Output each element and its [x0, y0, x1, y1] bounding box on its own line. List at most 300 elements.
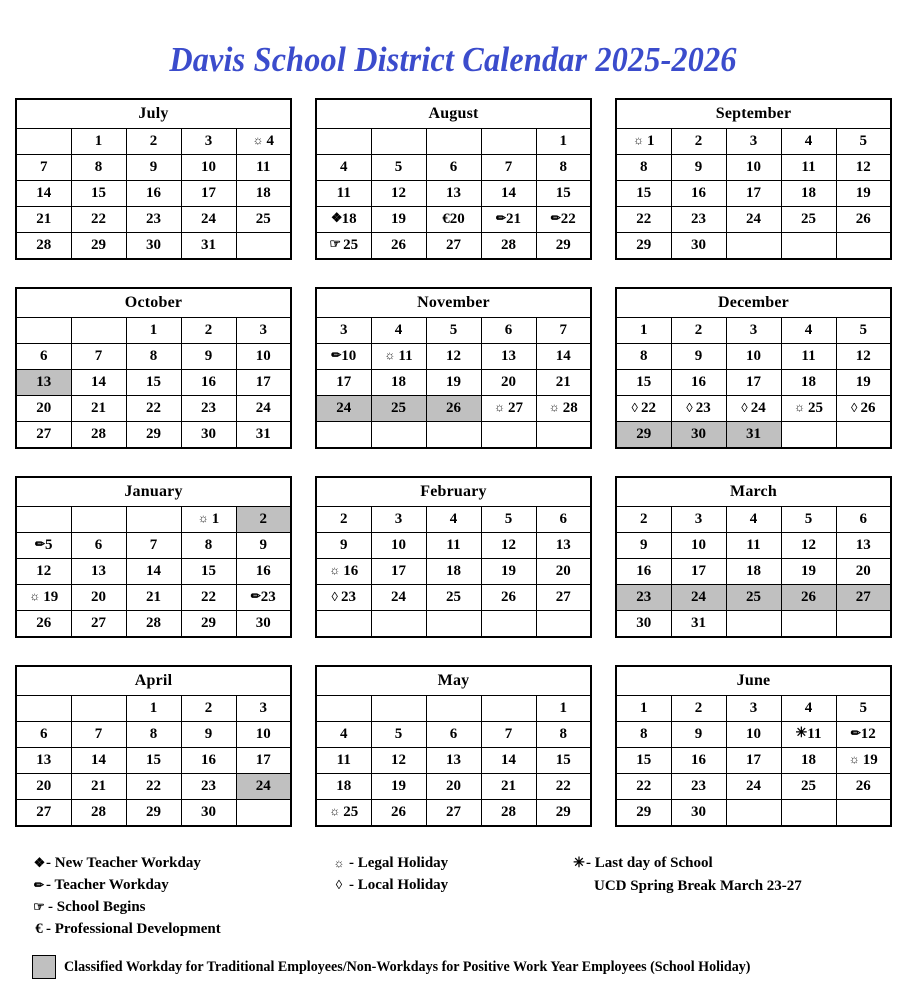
- day-number: 8: [559, 726, 567, 742]
- day-cell[interactable]: [726, 155, 781, 181]
- day-cell[interactable]: [481, 722, 536, 748]
- shaded-swatch: [32, 955, 56, 979]
- day-cell[interactable]: [671, 233, 726, 260]
- day-cell[interactable]: [726, 748, 781, 774]
- day-cell[interactable]: [181, 533, 236, 559]
- week-row: [316, 611, 591, 638]
- day-cell[interactable]: [536, 129, 591, 155]
- day-cell[interactable]: [671, 611, 726, 638]
- day-cell[interactable]: [726, 181, 781, 207]
- day-cell[interactable]: [71, 722, 126, 748]
- day-cell[interactable]: [671, 585, 726, 611]
- day-cell[interactable]: [481, 207, 536, 233]
- day-cell-empty: [536, 422, 591, 449]
- day-cell[interactable]: [481, 748, 536, 774]
- day-cell[interactable]: [726, 344, 781, 370]
- day-number: 3: [259, 322, 267, 338]
- day-cell[interactable]: [616, 748, 671, 774]
- day-cell[interactable]: [316, 370, 371, 396]
- day-number: 19: [43, 589, 59, 605]
- day-cell[interactable]: [71, 207, 126, 233]
- day-cell[interactable]: [181, 129, 236, 155]
- day-cell[interactable]: [616, 559, 671, 585]
- day-cell[interactable]: [426, 585, 481, 611]
- day-cell[interactable]: [71, 774, 126, 800]
- day-number: 3: [749, 133, 758, 149]
- day-cell[interactable]: [671, 318, 726, 344]
- day-number: 15: [636, 752, 652, 768]
- day-cell[interactable]: [126, 396, 181, 422]
- day-cell[interactable]: [16, 611, 71, 638]
- day-cell[interactable]: [126, 800, 181, 827]
- day-cell[interactable]: [726, 396, 781, 422]
- day-cell[interactable]: [536, 585, 591, 611]
- day-cell[interactable]: [836, 722, 891, 748]
- day-cell[interactable]: [536, 507, 591, 533]
- day-cell[interactable]: [616, 318, 671, 344]
- day-cell[interactable]: [16, 155, 71, 181]
- day-cell[interactable]: [126, 422, 181, 449]
- day-cell[interactable]: [316, 233, 371, 260]
- day-cell[interactable]: [536, 774, 591, 800]
- day-cell[interactable]: [236, 611, 291, 638]
- day-cell[interactable]: [316, 559, 371, 585]
- day-cell[interactable]: [836, 696, 891, 722]
- day-cell[interactable]: [671, 800, 726, 827]
- day-cell[interactable]: [371, 155, 426, 181]
- day-cell[interactable]: [236, 396, 291, 422]
- day-cell[interactable]: [481, 155, 536, 181]
- day-cell[interactable]: [126, 585, 181, 611]
- day-cell[interactable]: [236, 370, 291, 396]
- day-cell[interactable]: [236, 318, 291, 344]
- day-cell[interactable]: [616, 207, 671, 233]
- day-cell[interactable]: [371, 344, 426, 370]
- day-cell[interactable]: [316, 507, 371, 533]
- day-cell[interactable]: [181, 585, 236, 611]
- day-cell[interactable]: [726, 129, 781, 155]
- day-cell[interactable]: [16, 533, 71, 559]
- day-cell[interactable]: [726, 696, 781, 722]
- day-number: 27: [446, 804, 461, 820]
- day-cell[interactable]: [181, 774, 236, 800]
- day-cell[interactable]: [371, 533, 426, 559]
- legal-holiday-icon: ☼: [794, 400, 805, 414]
- day-cell[interactable]: [536, 722, 591, 748]
- day-number: 17: [746, 374, 761, 390]
- day-cell[interactable]: [16, 748, 71, 774]
- day-cell[interactable]: [616, 396, 671, 422]
- day-cell[interactable]: [371, 370, 426, 396]
- day-cell[interactable]: [836, 748, 891, 774]
- day-cell[interactable]: [71, 533, 126, 559]
- day-cell[interactable]: [371, 748, 426, 774]
- day-cell[interactable]: [181, 800, 236, 827]
- day-cell[interactable]: [126, 181, 181, 207]
- day-cell[interactable]: [671, 207, 726, 233]
- day-cell[interactable]: [236, 696, 291, 722]
- day-cell[interactable]: [371, 507, 426, 533]
- day-cell[interactable]: [781, 748, 836, 774]
- day-cell[interactable]: [781, 533, 836, 559]
- day-cell[interactable]: [181, 344, 236, 370]
- day-cell[interactable]: [181, 611, 236, 638]
- day-cell[interactable]: [671, 396, 726, 422]
- day-cell[interactable]: [126, 722, 181, 748]
- day-cell[interactable]: [836, 396, 891, 422]
- day-cell[interactable]: [181, 722, 236, 748]
- day-cell[interactable]: [781, 507, 836, 533]
- day-cell[interactable]: [126, 318, 181, 344]
- day-cell[interactable]: [181, 748, 236, 774]
- day-cell[interactable]: [616, 181, 671, 207]
- day-cell[interactable]: [616, 344, 671, 370]
- day-cell[interactable]: [616, 774, 671, 800]
- day-cell[interactable]: [71, 748, 126, 774]
- day-cell[interactable]: [616, 585, 671, 611]
- day-cell[interactable]: [836, 181, 891, 207]
- day-cell[interactable]: [671, 559, 726, 585]
- day-cell[interactable]: [426, 748, 481, 774]
- day-cell[interactable]: [236, 748, 291, 774]
- day-cell[interactable]: [781, 344, 836, 370]
- day-cell[interactable]: [536, 559, 591, 585]
- day-cell[interactable]: [236, 533, 291, 559]
- day-cell[interactable]: [726, 507, 781, 533]
- day-number: 11: [801, 348, 816, 364]
- day-cell[interactable]: [181, 559, 236, 585]
- day-cell[interactable]: [71, 800, 126, 827]
- day-cell[interactable]: [236, 129, 291, 155]
- day-cell[interactable]: [126, 344, 181, 370]
- day-cell[interactable]: [536, 181, 591, 207]
- day-cell[interactable]: [426, 344, 481, 370]
- day-cell[interactable]: [836, 344, 891, 370]
- day-cell[interactable]: [671, 129, 726, 155]
- day-number: 10: [341, 348, 357, 364]
- day-number: 22: [636, 211, 652, 227]
- day-cell[interactable]: [481, 559, 536, 585]
- day-cell[interactable]: [16, 585, 71, 611]
- day-number: 12: [446, 348, 461, 364]
- day-cell[interactable]: [316, 318, 371, 344]
- day-cell[interactable]: [16, 559, 71, 585]
- day-cell[interactable]: [781, 396, 836, 422]
- day-cell[interactable]: [316, 585, 371, 611]
- day-cell[interactable]: [236, 507, 291, 533]
- day-cell[interactable]: [481, 396, 536, 422]
- day-cell[interactable]: [181, 207, 236, 233]
- day-cell[interactable]: [836, 370, 891, 396]
- day-cell[interactable]: [726, 774, 781, 800]
- day-cell[interactable]: [726, 585, 781, 611]
- day-cell[interactable]: [16, 422, 71, 449]
- day-cell[interactable]: [616, 370, 671, 396]
- day-cell[interactable]: [16, 800, 71, 827]
- day-cell[interactable]: [781, 318, 836, 344]
- day-cell[interactable]: [536, 155, 591, 181]
- day-cell[interactable]: [71, 611, 126, 638]
- day-cell[interactable]: [836, 774, 891, 800]
- day-cell[interactable]: [426, 155, 481, 181]
- day-cell[interactable]: [781, 696, 836, 722]
- day-cell[interactable]: [71, 585, 126, 611]
- day-cell[interactable]: [671, 344, 726, 370]
- day-cell[interactable]: [616, 611, 671, 638]
- day-cell[interactable]: [71, 422, 126, 449]
- day-cell[interactable]: [16, 344, 71, 370]
- day-cell[interactable]: [481, 585, 536, 611]
- day-cell[interactable]: [126, 207, 181, 233]
- day-cell[interactable]: [781, 774, 836, 800]
- day-cell[interactable]: [316, 748, 371, 774]
- day-cell[interactable]: [236, 722, 291, 748]
- day-cell[interactable]: [536, 696, 591, 722]
- day-cell[interactable]: [316, 774, 371, 800]
- day-cell[interactable]: [126, 559, 181, 585]
- day-cell[interactable]: [236, 207, 291, 233]
- day-cell[interactable]: [426, 396, 481, 422]
- day-cell[interactable]: [71, 344, 126, 370]
- week-row: [316, 318, 591, 344]
- day-cell[interactable]: [316, 722, 371, 748]
- day-cell[interactable]: [726, 207, 781, 233]
- day-cell[interactable]: [236, 181, 291, 207]
- day-cell[interactable]: [371, 181, 426, 207]
- day-cell[interactable]: [371, 774, 426, 800]
- day-cell[interactable]: [426, 318, 481, 344]
- day-cell[interactable]: [426, 559, 481, 585]
- day-cell[interactable]: [536, 318, 591, 344]
- day-cell[interactable]: [426, 800, 481, 827]
- month-table: [315, 476, 592, 638]
- day-cell[interactable]: [16, 722, 71, 748]
- day-cell[interactable]: [181, 396, 236, 422]
- day-cell[interactable]: [726, 318, 781, 344]
- day-cell[interactable]: [371, 722, 426, 748]
- day-cell[interactable]: [371, 233, 426, 260]
- day-cell[interactable]: [481, 507, 536, 533]
- day-cell[interactable]: [836, 129, 891, 155]
- day-cell[interactable]: [536, 396, 591, 422]
- week-row: [316, 181, 591, 207]
- day-cell[interactable]: [671, 507, 726, 533]
- week-row: [616, 507, 891, 533]
- day-cell[interactable]: [836, 318, 891, 344]
- day-cell[interactable]: [836, 507, 891, 533]
- day-cell[interactable]: [126, 129, 181, 155]
- day-number: 2: [694, 700, 703, 716]
- day-cell[interactable]: [371, 396, 426, 422]
- day-cell-empty: [371, 611, 426, 638]
- day-cell[interactable]: [16, 181, 71, 207]
- day-cell[interactable]: [616, 533, 671, 559]
- day-cell[interactable]: [536, 344, 591, 370]
- day-cell[interactable]: [16, 774, 71, 800]
- day-cell[interactable]: [71, 396, 126, 422]
- day-cell[interactable]: [481, 774, 536, 800]
- month-table: [615, 476, 892, 638]
- week-row: [316, 129, 591, 155]
- day-cell[interactable]: [426, 233, 481, 260]
- day-cell[interactable]: [726, 722, 781, 748]
- day-cell[interactable]: [426, 507, 481, 533]
- day-cell[interactable]: [616, 800, 671, 827]
- day-cell[interactable]: [481, 233, 536, 260]
- day-cell[interactable]: [481, 800, 536, 827]
- day-cell[interactable]: [671, 696, 726, 722]
- day-cell[interactable]: [781, 155, 836, 181]
- day-cell[interactable]: [181, 233, 236, 260]
- teacher-workday-icon: ✏: [850, 726, 861, 740]
- day-cell[interactable]: [616, 422, 671, 449]
- day-cell[interactable]: [536, 748, 591, 774]
- day-cell[interactable]: [781, 181, 836, 207]
- day-cell[interactable]: [671, 181, 726, 207]
- day-cell[interactable]: [616, 129, 671, 155]
- day-number: 21: [91, 400, 106, 416]
- day-cell[interactable]: [726, 559, 781, 585]
- day-cell[interactable]: [781, 207, 836, 233]
- day-cell[interactable]: [836, 585, 891, 611]
- day-number: 24: [750, 400, 766, 416]
- legend-item: [572, 852, 906, 875]
- day-cell[interactable]: [616, 507, 671, 533]
- day-cell[interactable]: [426, 774, 481, 800]
- day-cell[interactable]: [126, 696, 181, 722]
- day-cell[interactable]: [836, 155, 891, 181]
- day-cell[interactable]: [536, 370, 591, 396]
- day-cell[interactable]: [126, 748, 181, 774]
- day-cell[interactable]: [316, 396, 371, 422]
- day-cell[interactable]: [616, 696, 671, 722]
- day-cell[interactable]: [726, 370, 781, 396]
- day-cell[interactable]: [671, 748, 726, 774]
- day-number: 18: [255, 185, 271, 201]
- day-cell[interactable]: [781, 722, 836, 748]
- month-name: May: [316, 666, 591, 696]
- day-number: 15: [146, 752, 161, 768]
- day-cell[interactable]: [781, 129, 836, 155]
- week-row: [616, 207, 891, 233]
- day-cell[interactable]: [536, 533, 591, 559]
- day-cell[interactable]: [671, 774, 726, 800]
- day-cell[interactable]: [536, 233, 591, 260]
- day-cell[interactable]: [181, 181, 236, 207]
- day-cell[interactable]: [236, 155, 291, 181]
- day-cell[interactable]: [781, 370, 836, 396]
- day-cell[interactable]: [181, 155, 236, 181]
- day-cell[interactable]: [616, 233, 671, 260]
- day-cell[interactable]: [71, 559, 126, 585]
- day-cell[interactable]: [371, 318, 426, 344]
- day-cell[interactable]: [16, 207, 71, 233]
- day-number: 16: [691, 752, 706, 768]
- day-cell[interactable]: [181, 318, 236, 344]
- day-cell[interactable]: [616, 722, 671, 748]
- day-cell[interactable]: [536, 207, 591, 233]
- day-cell[interactable]: [371, 559, 426, 585]
- day-cell[interactable]: [671, 370, 726, 396]
- day-number: 27: [91, 615, 106, 631]
- day-cell[interactable]: [481, 318, 536, 344]
- day-number: 30: [201, 426, 216, 442]
- day-cell[interactable]: [481, 533, 536, 559]
- week-row: [16, 585, 291, 611]
- day-cell[interactable]: [616, 155, 671, 181]
- day-cell[interactable]: [481, 370, 536, 396]
- day-cell[interactable]: [671, 533, 726, 559]
- day-cell[interactable]: [371, 585, 426, 611]
- day-cell[interactable]: [426, 370, 481, 396]
- day-cell[interactable]: [126, 611, 181, 638]
- professional-development-icon: €: [442, 211, 450, 227]
- day-cell[interactable]: [781, 585, 836, 611]
- day-cell[interactable]: [71, 155, 126, 181]
- day-cell[interactable]: [316, 800, 371, 827]
- day-cell[interactable]: [726, 422, 781, 449]
- day-cell[interactable]: [481, 344, 536, 370]
- day-cell[interactable]: [236, 344, 291, 370]
- week-row: [616, 774, 891, 800]
- day-cell[interactable]: [126, 774, 181, 800]
- day-cell[interactable]: [316, 533, 371, 559]
- day-cell[interactable]: [371, 207, 426, 233]
- day-cell[interactable]: [126, 533, 181, 559]
- day-cell[interactable]: [236, 559, 291, 585]
- day-cell[interactable]: [71, 370, 126, 396]
- day-cell[interactable]: [836, 533, 891, 559]
- day-cell[interactable]: [426, 181, 481, 207]
- day-cell[interactable]: [671, 722, 726, 748]
- day-cell[interactable]: [236, 774, 291, 800]
- day-cell[interactable]: [781, 559, 836, 585]
- day-cell[interactable]: [181, 696, 236, 722]
- day-cell[interactable]: [836, 207, 891, 233]
- day-cell[interactable]: [426, 722, 481, 748]
- day-cell[interactable]: [426, 533, 481, 559]
- day-cell[interactable]: [126, 155, 181, 181]
- day-cell[interactable]: [181, 507, 236, 533]
- day-cell[interactable]: [426, 207, 481, 233]
- day-cell[interactable]: [71, 181, 126, 207]
- day-cell[interactable]: [481, 181, 536, 207]
- day-cell[interactable]: [316, 181, 371, 207]
- day-cell[interactable]: [671, 155, 726, 181]
- day-cell[interactable]: [316, 155, 371, 181]
- day-cell[interactable]: [16, 396, 71, 422]
- day-cell[interactable]: [126, 370, 181, 396]
- day-cell[interactable]: [371, 800, 426, 827]
- day-cell[interactable]: [236, 422, 291, 449]
- day-cell[interactable]: [671, 422, 726, 449]
- day-cell[interactable]: [536, 800, 591, 827]
- day-number: 23: [636, 589, 652, 605]
- day-cell[interactable]: [836, 559, 891, 585]
- day-cell[interactable]: [236, 585, 291, 611]
- day-cell[interactable]: [126, 233, 181, 260]
- day-cell[interactable]: [726, 533, 781, 559]
- day-cell[interactable]: [16, 370, 71, 396]
- day-cell[interactable]: [71, 129, 126, 155]
- day-cell[interactable]: [181, 422, 236, 449]
- day-cell[interactable]: [316, 207, 371, 233]
- day-cell[interactable]: [16, 233, 71, 260]
- day-cell[interactable]: [71, 233, 126, 260]
- day-number: 29: [91, 237, 106, 253]
- day-cell[interactable]: [181, 370, 236, 396]
- day-cell[interactable]: [316, 344, 371, 370]
